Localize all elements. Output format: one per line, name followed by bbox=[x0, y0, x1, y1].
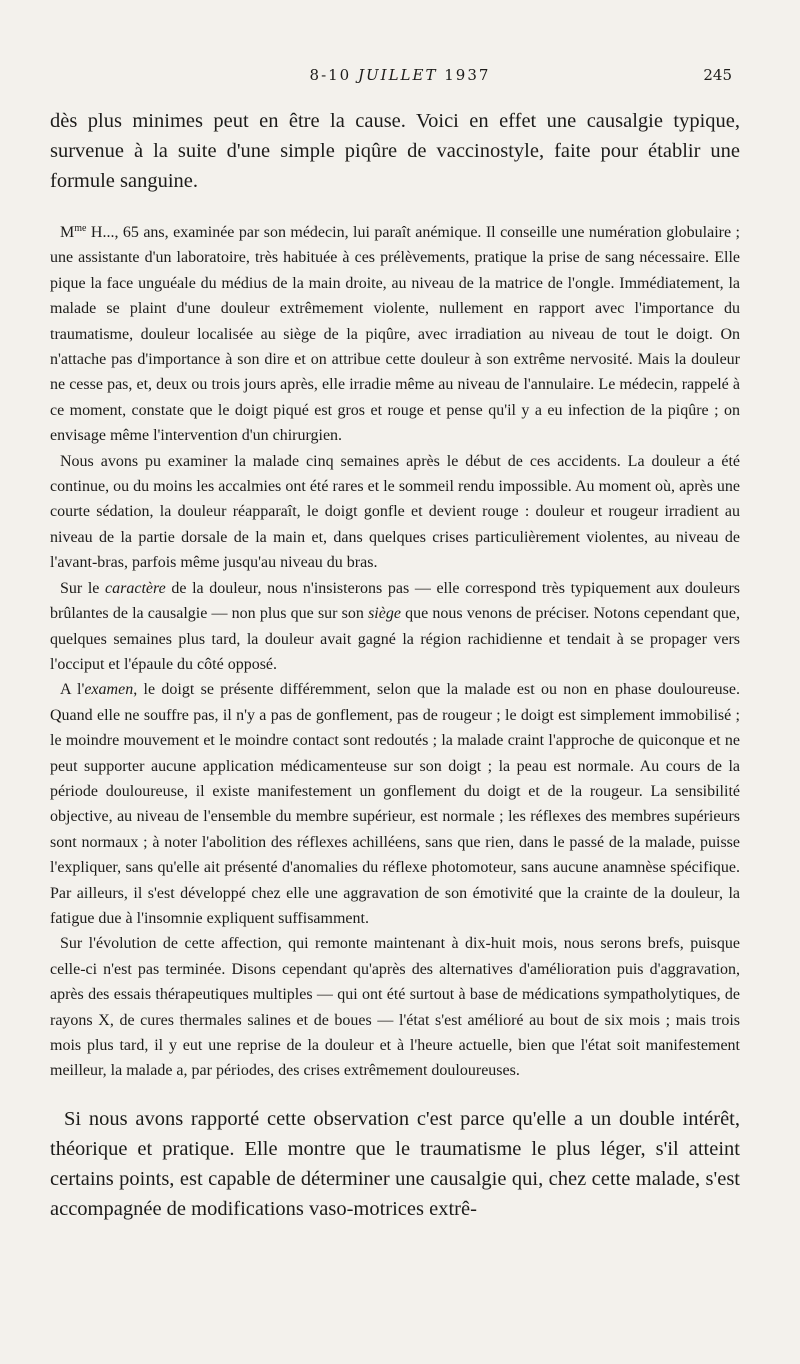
case-paragraph-2: Nous avons pu examiner la malade cinq semaines après le début de ces accidents. La douleur a été continue, ou du moins les accalmies ont été rares et le sommeil rendu impossible. Au moment où, après une courte sédation, la douleur réapparaît, le doigt gonfle et devient rouge : douleur et rougeur irradient au niveau de la partie dorsale de la main et, dans quelques crises particulièrement violentes, au niveau de l'avant-bras, parfois même jusqu'au niveau du bras. bbox=[50, 452, 740, 572]
case-paragraph-4 bbox=[50, 677, 740, 931]
p4-text-a: A l' bbox=[60, 681, 85, 699]
running-head-month: JUILLET bbox=[358, 66, 438, 84]
page-number: 245 bbox=[703, 66, 732, 84]
p3-text-a: Sur le bbox=[60, 579, 106, 597]
case-paragraph-1-text: H..., 65 ans, examinée par son médecin, lui paraît anémique. Il conseille une numération globulaire ; une assistante d'un laboratoire, très habituée à ces prélèvements, pratique la prise de sang nécessaire. Elle pique la face unguéale du médius de la main droite, au niveau de la matrice de l'ongle. Immédiatement, la malade se plaint d'une douleur extrêmement violente, nullement en rapport avec l'importance du traumatisme, douleur localisée au siège de la piqûre, avec irradiation au niveau de tout le doigt. On n'attache pas d'importance à son dire et on attribue cette douleur à son extrême nervosité. Mais la douleur ne cesse pas, et, deux ou trois jours après, elle irradie même au niveau de l'annulaire. Le médecin, rappelé à ce moment, constate que le doigt piqué est gros et rouge et pense qu'il y a eu infection de la piqûre ; on envisage même l'intervention d'un chirurgien. bbox=[50, 224, 740, 445]
page-header bbox=[0, 66, 800, 90]
patient-title-superscript: me bbox=[74, 223, 87, 234]
running-head-date: 8-10 bbox=[309, 66, 352, 84]
running-head-year: 1937 bbox=[444, 66, 491, 84]
p3-emphasis-caractere: caractère bbox=[105, 579, 166, 597]
intro-paragraph: dès plus minimes peut en être la cause. Voici en effet une causalgie typique, survenue à la suite d'une simple piqûre de vaccinostyle, faite pour établir une formule sanguine. bbox=[50, 110, 740, 192]
case-paragraph-5: Sur l'évolution de cette affection, qui remonte maintenant à dix-huit mois, nous serons brefs, puisque celle-ci n'est pas terminée. Disons cependant qu'après des alternatives d'amélioration puis d'aggravation, après des essais thérapeutiques multiples — qui ont été surtout à base de médications sympatholytiques, de rayons X, de cures thermales salines et de boues — l'état s'est amélioré au bout de six mois ; mais trois mois plus tard, il y eut une reprise de la douleur et à l'heure actuelle, bien que l'état soit manifestement meilleur, la malade a, par périodes, des crises extrêmement douloureuses. bbox=[50, 935, 740, 1080]
case-paragraph-1 bbox=[50, 216, 740, 449]
running-head bbox=[0, 66, 800, 84]
closing-paragraph: Si nous avons rapporté cette observation c'est parce qu'elle a un double intérêt, théorique et pratique. Elle montre que le traumatisme le plus léger, s'il atteint certains points, est capable de déterminer une causalgie qui, chez cette malade, s'est accompagnée de modifications vaso-motrices extrê- bbox=[50, 1107, 740, 1220]
p4-emphasis-examen: examen bbox=[84, 681, 134, 699]
page-body bbox=[50, 106, 740, 1224]
p3-emphasis-siege: siège bbox=[368, 605, 401, 623]
p4-text-b: , le doigt se présente différemment, selon que la malade est ou non en phase douloureuse. Quand elle ne souffre pas, il n'y a pas de gonflement, pas de rougeur ; le doigt est simplement immobilisé ; le moindre mouvement et le moindre contact sont redoutés ; la malade craint l'approche de quiconque et ne peut supporter aucune application médicamenteuse sur son doigt ; la peau est normale. Au cours de la période douloureuse, il existe manifestement un gonflement du doigt et de la rougeur. La sensibilité objective, au niveau de l'ensemble du membre supérieur, est normale ; les réflexes des membres supérieurs sont normaux ; à noter l'abolition des réflexes achilléens, sans que rien, dans le passé de la malade, puisse l'expliquer, sans qu'elle ait présenté d'anomalies du réflexe photomoteur, sans aucune anamnèse spécifique. Par ailleurs, il s'est développé chez elle une aggravation de son émotivité que la crainte de la douleur, la fatigue due à l'insomnie expliquent suffisamment. bbox=[50, 681, 740, 927]
p3-text-c: que nous venons de préciser. Notons cependant que, quelques semaines plus tard, la douleur avait gagné la région rachidienne et tendait à se propager vers l'occiput et l'épaule du côté opposé. bbox=[50, 605, 741, 673]
case-paragraph-3 bbox=[50, 576, 740, 678]
p3-text-b: de la douleur, nous n'insisterons pas — elle correspond très typiquement aux douleurs brûlantes de la causalgie — non plus que sur son bbox=[50, 579, 740, 623]
patient-title bbox=[60, 224, 86, 241]
patient-title-letter: M bbox=[60, 224, 75, 241]
